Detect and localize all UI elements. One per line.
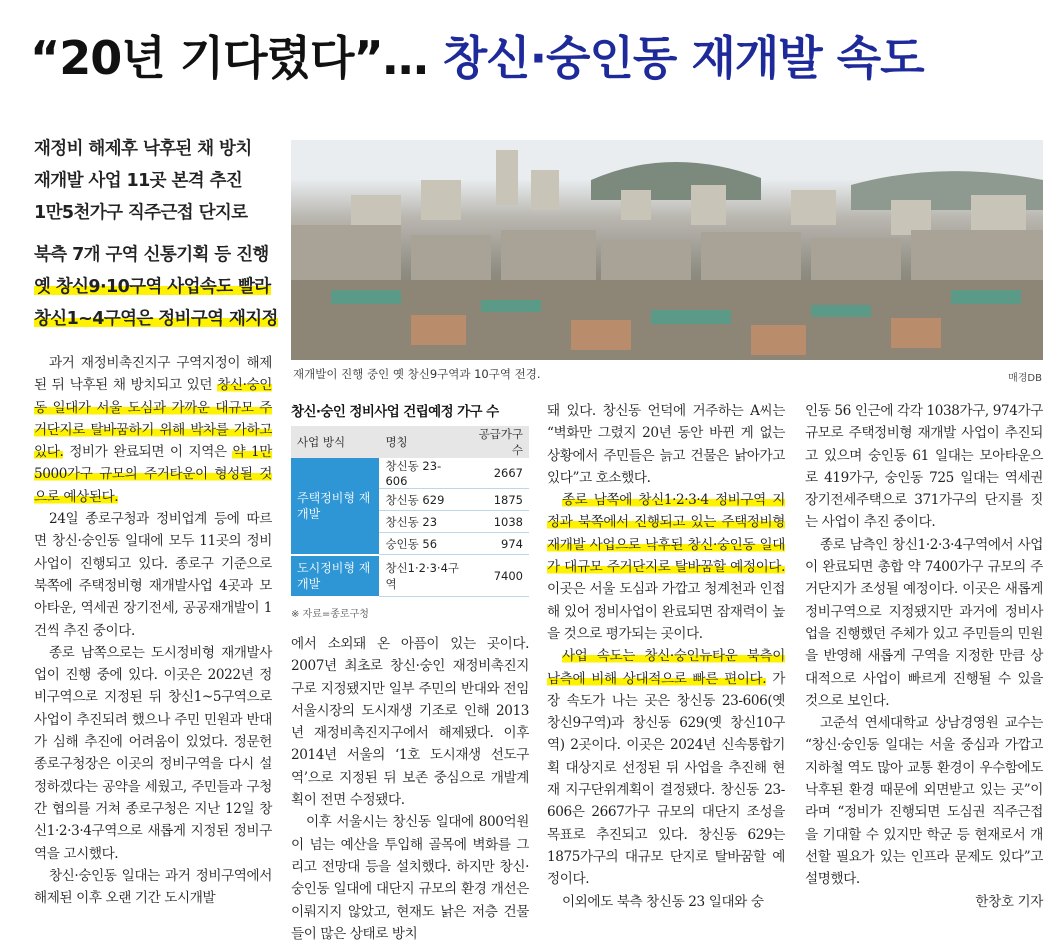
table-row: 창신동 23 1038 xyxy=(291,511,529,533)
headline-main: 창신·숭인동 재개발 속도 xyxy=(443,18,924,98)
paragraph: 이외에도 북측 창신동 23 일대와 숭 xyxy=(561,893,764,910)
table-header: 명칭 xyxy=(379,426,462,458)
table-row: 창신동 629 1875 xyxy=(291,489,529,511)
byline: 한창호 기자 xyxy=(975,893,1043,910)
paragraph: 과거 재정비촉진지구 구역지정이 해제된 뒤 낙후된 채 방치되고 있던 창신·숭인동 일대가 서울 도심과 가까운 대규모 주거단지로 탈바꿈하기 위해 박차를 가하고 있다. 정비가 완료되면 이 지역은 약 1만5000가구 규모의 주거타운이 형성될 것으로 예상된다. xyxy=(34,355,273,505)
subhead-5: 옛 창신9·10구역 사업속도 빨라 xyxy=(34,277,271,297)
article-column-2 xyxy=(291,633,529,945)
headline-quote: “20년 기다렸다”… xyxy=(30,31,443,85)
article-column-4 xyxy=(805,400,1043,913)
subhead-4: 북측 7개 구역 신통기획 등 진행 xyxy=(34,245,269,265)
paragraph: 이후 서울시는 창신동 일대에 800억원이 넘는 예산을 투입해 골목에 벽화를 그리고 전망대 등을 설치했다. 하지만 창신·숭인동 일대에 대단지 규모의 환경 개선은 이뤄지지 않았고, 현재도 낡은 저층 건물들이 많은 상태로 방치 xyxy=(291,814,529,942)
paragraph: 사업 속도는 창신·숭인뉴타운 북측이 남측에 비해 상대적으로 빠른 편이다. 가장 속도가 나는 곳은 창신동 23-606(옛 창신9구역)과 창신동 629(옛 창신10구역) 2곳이다. 이곳은 2024년 신속통합기획 대상지로 선정된 뒤 사업을 추진해 현재 지구단위계획이 결정됐다. 창신동 23-606은 2667가구 규모의 대단지 조성을 목표로 추진되고 있다. 창신동 629는 1875가구의 대규모 단지로 탈바꿈할 예정이다. xyxy=(547,648,786,888)
paragraph: 돼 있다. 창신동 언덕에 거주하는 A씨는 “벽화만 그렸지 20년 동안 바뀐 게 없는 상황에서 주민들은 늙고 건물은 낡아가고 있다”고 호소했다. xyxy=(547,403,785,486)
subhead-3: 1만5천가구 직주근접 단지로 xyxy=(34,203,248,223)
subhead-1: 재정비 해제후 낙후된 채 방치 xyxy=(34,139,252,159)
table-source: ※ 자료=종로구청 xyxy=(291,608,369,620)
subhead-2: 재개발 사업 11곳 본격 추진 xyxy=(34,171,243,191)
paragraph: 종로 남쪽으로는 도시정비형 재개발사업이 진행 중에 있다. 이곳은 2022년 정비구역으로 지정된 뒤 창신1~5구역으로 사업이 추진되려 했으나 주민 민원과 반대가 심해 추진에 어려움이 있었다. 정문헌 종로구청장은 이곳의 정비구역을 다시 설정하겠다는 공약을 세웠고, 주민들과 구청 간 협의를 거쳐 종로구청은 지난 12일 창신1·2·3·4구역으로 새롭게 지정된 정비구역을 고시했다. xyxy=(34,644,272,862)
photo-caption: 재개발이 진행 중인 옛 창신9구역과 10구역 전경. xyxy=(293,367,541,381)
paragraph: 24일 종로구청과 정비업계 등에 따르면 창신·숭인동 일대에 모두 11곳의 정비사업이 진행되고 있다. 종로구 기준으로 북쪽에 주택정비형 재개발사업 4곳과 모아타운, 역세권 장기전세, 공공재개발이 1건씩 추진 중이다. xyxy=(34,511,272,639)
table-header: 사업 방식 xyxy=(291,426,379,458)
article-column-3 xyxy=(547,400,785,913)
city-skyline-image xyxy=(291,140,1043,360)
table-type-cell: 도시정비형 재개발 xyxy=(291,555,379,597)
paragraph: 인동 56 인근에 각각 1038가구, 974가구 규모로 주택정비형 재개발 사업이 추진되고 있으며 숭인동 61 일대는 모아타운으로 419가구, 숭인동 725 일대는 역세권 장기전세주택으로 371가구의 단지를 짓는 사업이 추진 중이다. xyxy=(805,403,1043,531)
table-row: 숭인동 56 974 xyxy=(291,533,529,555)
paragraph: 에서 소외돼 온 아픔이 있는 곳이다. 2007년 최초로 창신·숭인 재정비촉진지구로 지정됐지만 일부 주민의 반대와 전임 서울시장의 도시재생 기조로 인해 2013년 재정비촉진지구에서 해제됐다. 이후 2014년 서울의 ‘1호 도시재생 선도구역’으로 지정된 뒤 보존 중심으로 개발계획이 전면 수정됐다. xyxy=(291,636,529,809)
table-type-cell: 주택정비형 재개발 xyxy=(291,458,379,555)
housing-table-box xyxy=(291,400,529,620)
subheads xyxy=(34,133,278,335)
paragraph: 종로 남쪽에 창신1·2·3·4 정비구역 지정과 북쪽에서 진행되고 있는 주택정비형 재개발 사업으로 낙후된 창신·숭인동 일대가 대규모 주거단지로 탈바꿈할 예정이다. 이곳은 서울 도심과 가깝고 청계천과 인접해 있어 정비사업이 완료되면 잠재력이 높을 것으로 평가되는 곳이다. xyxy=(547,492,785,642)
table-header: 공급가구 수 xyxy=(463,426,529,458)
table-title: 창신·숭인 정비사업 건립예정 가구 수 xyxy=(291,404,499,420)
housing-table xyxy=(291,426,529,598)
subhead-6: 창신1~4구역은 정비구역 재지정 xyxy=(34,309,278,329)
paragraph: 고준석 연세대학교 상남경영원 교수는 “창신·숭인동 일대는 서울 중심과 가깝고 지하철 역도 많아 교통 환경이 우수함에도 낙후된 환경 때문에 외면받고 있는 곳”이라며 “정비가 진행되면 도심권 직주근접을 기대할 수 있지만 학군 등 현재로서 개선할 필요가 있는 인프라 문제도 있다”고 설명했다. xyxy=(805,715,1043,888)
article-column-1 xyxy=(34,352,272,909)
table-row: 주택정비형 재개발 창신동 23-606 2667 xyxy=(291,458,529,489)
paragraph: 종로 남측인 창신1·2·3·4구역에서 사업이 완료되면 총합 약 7400가구 규모의 주거단지가 조성될 예정이다. 이곳은 새롭게 정비구역으로 지정됐지만 과거에 정비사업을 진행했던 주체가 있고 주민들의 민원을 반영해 새롭게 구역을 지정한 만큼 상대적으로 사업이 빠르게 진행될 수 있을 것으로 보인다. xyxy=(805,536,1043,709)
aerial-photo xyxy=(291,140,1043,360)
table-row: 도시정비형 재개발 창신1·2·3·4구역 7400 xyxy=(291,555,529,597)
photo-credit: 매경DB xyxy=(1008,373,1042,384)
headline xyxy=(30,18,1040,98)
paragraph: 창신·숭인동 일대는 과거 정비구역에서 해제된 이후 오랜 기간 도시개발 xyxy=(34,867,272,907)
